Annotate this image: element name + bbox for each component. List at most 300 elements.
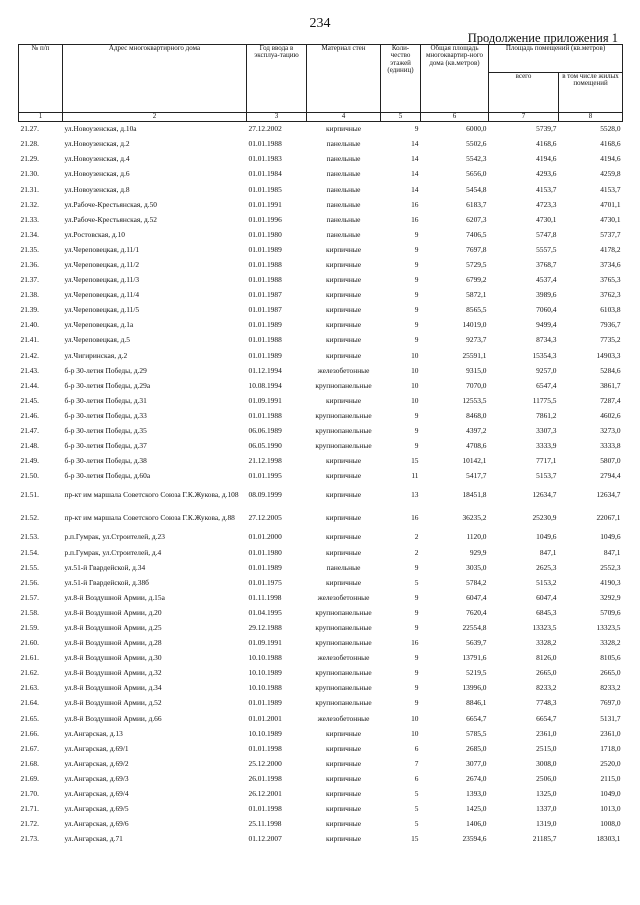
row-address: ул.Ангарская, д.13 (64, 728, 123, 738)
table-row (19, 333, 623, 348)
row-floors: 2 (414, 547, 419, 557)
row-wall-material: крупнопанельные (315, 441, 372, 451)
row-premises-living: 847,1 (603, 547, 621, 557)
row-premises-living: 18303,1 (596, 834, 621, 844)
table-row (19, 197, 623, 212)
row-premises-all: 9499,4 (536, 320, 557, 330)
row-floors: 16 (411, 513, 419, 523)
table-row (19, 832, 623, 847)
row-total-area: 13791,6 (462, 653, 487, 663)
row-premises-living: 12634,7 (596, 490, 621, 500)
column-number: 5 (381, 113, 421, 122)
row-premises-living: 4259,8 (600, 169, 621, 179)
row-total-area: 5639,7 (466, 638, 487, 648)
row-premises-all: 25230,9 (532, 513, 557, 523)
column-number: 3 (247, 113, 307, 122)
row-floors: 5 (414, 804, 419, 814)
row-number: 21.43. (20, 365, 39, 375)
row-floors: 14 (411, 139, 419, 149)
row-address: ул.8-й Воздушной Армии, д.66 (64, 713, 162, 723)
row-premises-all: 4723,3 (536, 199, 557, 209)
row-total-area: 12553,5 (462, 395, 487, 405)
row-wall-material: крупнопанельные (315, 638, 372, 648)
row-address: б-р 30-летия Победы, д.37 (64, 441, 147, 451)
row-number: 21.40. (20, 320, 39, 330)
row-year: 01.01.1987 (248, 290, 282, 300)
row-premises-all: 7060,4 (536, 305, 557, 315)
row-floors: 9 (414, 683, 419, 693)
row-wall-material: кирпичные (325, 513, 362, 523)
row-number: 21.61. (20, 653, 39, 663)
row-premises-living: 5737,7 (600, 229, 621, 239)
table-row (19, 152, 623, 167)
row-year: 01.01.1980 (248, 229, 282, 239)
row-floors: 10 (411, 728, 419, 738)
row-premises-living: 8105,6 (600, 653, 621, 663)
header-total-area: Общая площадь многоквартир-ного дома (кв.метров) (421, 45, 489, 113)
row-year: 26.01.1998 (248, 773, 282, 783)
row-year: 01.01.2001 (248, 713, 282, 723)
row-wall-material: кирпичные (325, 290, 362, 300)
row-year: 01.01.1988 (248, 335, 282, 345)
row-premises-all: 3333,9 (536, 441, 557, 451)
row-address: ул.Рабоче-Крестьянская, д.52 (64, 214, 157, 224)
row-premises-all: 5557,5 (536, 244, 557, 254)
row-premises-living: 3333,8 (600, 441, 621, 451)
row-premises-living: 6103,8 (600, 305, 621, 315)
row-number: 21.65. (20, 713, 39, 723)
row-number: 21.64. (20, 698, 39, 708)
row-number: 21.58. (20, 607, 39, 617)
row-premises-living: 3328,2 (600, 638, 621, 648)
row-address: ул.8-й Воздушной Армии, д.30 (64, 653, 162, 663)
row-floors: 9 (414, 562, 419, 572)
row-number: 21.51. (20, 490, 39, 500)
row-premises-all: 5153,2 (536, 577, 557, 587)
row-premises-all: 3328,2 (536, 638, 557, 648)
row-premises-living: 7735,2 (600, 335, 621, 345)
row-wall-material: железобетонные (317, 713, 370, 723)
row-floors: 9 (414, 653, 419, 663)
row-floors: 6 (414, 773, 419, 783)
table-row (19, 423, 623, 438)
table-body (19, 122, 623, 847)
row-wall-material: панельные (326, 229, 361, 239)
row-year: 25.11.1998 (248, 819, 282, 829)
row-address: ул.Новоузенская, д.2 (64, 139, 130, 149)
table-row (19, 242, 623, 257)
row-total-area: 5454,8 (466, 184, 487, 194)
table-header (19, 45, 623, 122)
row-premises-all: 2625,3 (536, 562, 557, 572)
row-year: 26.12.2001 (248, 789, 282, 798)
row-address: ул.Новоузенская, д.10а (64, 124, 137, 134)
row-total-area: 14019,0 (462, 320, 487, 330)
row-premises-living: 13323,5 (596, 622, 621, 632)
row-total-area: 1425,0 (466, 804, 487, 814)
row-total-area: 8468,0 (466, 410, 487, 420)
row-year: 06.06.1989 (248, 426, 282, 436)
row-year: 10.08.1994 (248, 380, 282, 390)
row-address: пр-кт им маршала Советского Союза Г.К.Жукова, д.108 (64, 490, 239, 500)
row-premises-all: 6845,3 (536, 607, 557, 617)
table-row (19, 303, 623, 318)
row-premises-living: 4153,7 (600, 184, 621, 194)
row-floors: 6 (414, 743, 419, 753)
row-address: ул.Ангарская, д.69/3 (64, 773, 129, 783)
row-year: 10.10.1988 (248, 683, 282, 693)
row-number: 21.32. (20, 199, 39, 209)
table-row (19, 182, 623, 197)
row-wall-material: кирпичные (325, 834, 362, 844)
table-row (19, 469, 623, 484)
row-number: 21.31. (20, 184, 39, 194)
row-address: ул.Новоузенская, д.6 (64, 169, 130, 179)
row-premises-living: 4168,6 (600, 139, 621, 149)
row-total-area: 6000,0 (466, 124, 487, 134)
row-premises-living: 7287,4 (600, 395, 621, 405)
row-premises-living: 2115,0 (600, 773, 621, 783)
table-row (19, 438, 623, 453)
row-premises-living: 5709,6 (600, 607, 621, 617)
row-address: ул.51-й Гвардейской, д.34 (64, 562, 146, 572)
row-wall-material: кирпичные (325, 124, 362, 134)
row-address: ул.8-й Воздушной Армии, д.15а (64, 592, 165, 602)
row-number: 21.69. (20, 773, 39, 783)
row-year: 01.01.1980 (248, 547, 282, 557)
row-address: ул.Рабоче-Крестьянская, д.50 (64, 199, 157, 209)
row-total-area: 3035,0 (466, 562, 487, 572)
row-total-area: 7406,5 (466, 229, 487, 239)
row-floors: 10 (411, 350, 419, 360)
row-total-area: 5502,6 (466, 139, 487, 149)
row-wall-material: панельные (326, 139, 361, 149)
row-premises-living: 3765,3 (600, 275, 621, 285)
row-address: ул.Новоузенская, д.4 (64, 154, 130, 164)
row-year: 01.01.2000 (248, 532, 282, 542)
row-address: б-р 30-летия Победы, д.33 (64, 410, 147, 420)
row-floors: 14 (411, 169, 419, 179)
row-number: 21.37. (20, 275, 39, 285)
table-row (19, 681, 623, 696)
table-row (19, 363, 623, 378)
row-floors: 9 (414, 698, 419, 708)
row-floors: 11 (411, 471, 419, 481)
row-address: б-р 30-летия Победы, д.38 (64, 456, 147, 466)
page-number: 234 (309, 16, 331, 31)
row-year: 01.01.1991 (248, 199, 282, 209)
row-wall-material: кирпичные (325, 471, 362, 481)
row-total-area: 36235,2 (462, 513, 487, 523)
row-premises-living: 3273,0 (600, 426, 621, 436)
row-premises-living: 8233,2 (600, 683, 621, 693)
row-premises-living: 2665,0 (600, 668, 621, 678)
row-wall-material: панельные (326, 169, 361, 179)
row-premises-all: 3008,0 (536, 758, 557, 768)
row-premises-living: 1049,6 (600, 532, 621, 542)
row-year: 01.12.2007 (248, 834, 282, 844)
row-wall-material: кирпичные (325, 305, 362, 315)
row-year: 01.01.1985 (248, 184, 282, 194)
row-number: 21.50. (20, 471, 39, 481)
row-premises-all: 1049,6 (536, 532, 557, 542)
row-total-area: 7620,4 (466, 607, 487, 617)
table-row (19, 167, 623, 182)
row-floors: 5 (414, 819, 419, 829)
row-wall-material: железобетонные (317, 365, 370, 375)
row-address: ул.8-й Воздушной Армии, д.28 (64, 638, 162, 648)
row-premises-living: 14903,3 (596, 350, 621, 360)
row-premises-all: 4730,1 (536, 214, 557, 224)
row-total-area: 2674,0 (466, 773, 487, 783)
row-premises-living: 5528,0 (600, 124, 621, 134)
row-wall-material: крупнопанельные (315, 668, 372, 678)
row-premises-all: 5153,7 (536, 471, 557, 481)
row-number: 21.49. (20, 456, 39, 466)
row-premises-all: 2506,0 (536, 773, 557, 783)
table-row (19, 817, 623, 832)
row-wall-material: панельные (326, 154, 361, 164)
row-total-area: 1406,0 (466, 819, 487, 829)
row-wall-material: кирпичные (325, 244, 362, 254)
row-number: 21.38. (20, 290, 39, 300)
table-row (19, 122, 623, 137)
row-wall-material: кирпичные (325, 577, 362, 587)
row-total-area: 3077,0 (466, 758, 487, 768)
row-premises-living: 4194,6 (600, 154, 621, 164)
header-premises-all: всего (489, 73, 559, 113)
row-year: 01.01.1988 (248, 410, 282, 420)
row-premises-living: 2794,4 (600, 471, 621, 481)
appendix-continuation-note: Продолжение приложения 1 (467, 31, 618, 45)
row-year: 01.01.1998 (248, 743, 282, 753)
row-address: б-р 30-летия Победы, д.29а (64, 380, 151, 390)
table-row (19, 786, 623, 801)
column-number: 2 (63, 113, 247, 122)
row-premises-living: 1718,0 (600, 743, 621, 753)
row-year: 08.09.1999 (248, 490, 282, 500)
row-wall-material: крупнопанельные (315, 410, 372, 420)
row-premises-living: 3762,3 (600, 290, 621, 300)
row-floors: 9 (414, 275, 419, 285)
row-premises-living: 5284,6 (600, 365, 621, 375)
row-address: б-р 30-летия Победы, д.29 (64, 365, 147, 375)
row-premises-living: 3861,7 (600, 380, 621, 390)
row-premises-living: 5131,7 (600, 713, 621, 723)
row-total-area: 6183,7 (466, 199, 487, 209)
row-premises-living: 2552,3 (600, 562, 621, 572)
table-row (19, 257, 623, 272)
row-wall-material: крупнопанельные (315, 622, 372, 632)
column-number: 7 (489, 113, 559, 122)
row-number: 21.45. (20, 395, 39, 405)
row-premises-all: 11775,5 (532, 395, 557, 405)
table-row (19, 288, 623, 303)
row-floors: 9 (414, 441, 419, 451)
row-wall-material: кирпичные (325, 260, 362, 269)
row-year: 01.01.1989 (248, 350, 282, 360)
row-premises-living: 3734,6 (600, 260, 621, 269)
row-year: 01.01.1998 (248, 804, 282, 814)
row-year: 21.12.1998 (248, 456, 282, 466)
row-wall-material: железобетонные (317, 592, 370, 602)
row-premises-all: 2515,0 (536, 743, 557, 753)
row-total-area: 2685,0 (466, 743, 487, 753)
row-year: 01.04.1995 (248, 607, 282, 617)
row-year: 01.01.1995 (248, 471, 282, 481)
row-total-area: 25591,1 (462, 350, 487, 360)
row-floors: 15 (411, 456, 419, 466)
row-premises-all: 6547,4 (536, 380, 557, 390)
row-floors: 14 (411, 184, 419, 194)
row-premises-living: 1049,0 (600, 789, 621, 798)
row-premises-living: 1008,0 (600, 819, 621, 829)
row-year: 01.09.1991 (248, 395, 282, 405)
row-total-area: 7697,8 (466, 244, 487, 254)
table-row (19, 741, 623, 756)
row-premises-all: 847,1 (539, 547, 557, 557)
row-floors: 9 (414, 592, 419, 602)
row-number: 21.72. (20, 819, 39, 829)
row-floors: 9 (414, 305, 419, 315)
row-address: ул.Ангарская, д.71 (64, 834, 123, 844)
row-wall-material: крупнопанельные (315, 683, 372, 693)
row-premises-all: 1337,0 (536, 804, 557, 814)
row-premises-living: 4701,1 (600, 199, 621, 209)
row-floors: 5 (414, 789, 419, 798)
table-row (19, 620, 623, 635)
row-total-area: 5542,3 (466, 154, 487, 164)
row-premises-all: 9257,0 (536, 365, 557, 375)
row-total-area: 5656,0 (466, 169, 487, 179)
row-address: ул.8-й Воздушной Армии, д.20 (64, 607, 162, 617)
row-total-area: 8846,1 (466, 698, 487, 708)
row-floors: 13 (411, 490, 419, 500)
row-number: 21.66. (20, 728, 39, 738)
table-row (19, 272, 623, 287)
row-floors: 9 (414, 229, 419, 239)
row-wall-material: крупнопанельные (315, 380, 372, 390)
header-address: Адрес многоквартирного дома (63, 45, 247, 113)
row-number: 21.28. (20, 139, 39, 149)
row-address: ул.Череповецкая, д.11/3 (64, 275, 140, 285)
table-row (19, 530, 623, 545)
table-row (19, 666, 623, 681)
row-premises-all: 5747,8 (536, 229, 557, 239)
column-number: 1 (19, 113, 63, 122)
row-year: 01.01.1988 (248, 139, 282, 149)
row-premises-all: 13323,5 (532, 622, 557, 632)
row-number: 21.47. (20, 426, 39, 436)
row-address: ул.8-й Воздушной Армии, д.25 (64, 622, 162, 632)
row-premises-living: 2520,0 (600, 758, 621, 768)
row-number: 21.33. (20, 214, 39, 224)
row-number: 21.29. (20, 154, 39, 164)
row-floors: 9 (414, 607, 419, 617)
row-total-area: 6047,4 (466, 592, 487, 602)
row-premises-all: 21185,7 (532, 834, 557, 844)
row-total-area: 6799,2 (466, 275, 487, 285)
row-premises-all: 3989,6 (536, 290, 557, 300)
row-floors: 9 (414, 410, 419, 420)
row-floors: 10 (411, 365, 419, 375)
row-floors: 16 (411, 199, 419, 209)
row-year: 27.12.2005 (248, 513, 282, 523)
row-address: ул.51-й Гвардейской, д.38б (64, 577, 149, 587)
row-number: 21.44. (20, 380, 39, 390)
row-total-area: 22554,8 (462, 622, 487, 632)
row-premises-all: 6654,7 (536, 713, 557, 723)
row-number: 21.73. (20, 834, 39, 844)
row-floors: 9 (414, 426, 419, 436)
row-year: 01.01.1989 (248, 698, 282, 708)
row-address: ул.Чигиринская, д.2 (64, 350, 128, 360)
row-number: 21.68. (20, 758, 39, 768)
row-premises-all: 2361,0 (536, 728, 557, 738)
row-premises-living: 4602,6 (600, 410, 621, 420)
row-address: ул.Череповецкая, д.5 (64, 335, 130, 345)
row-premises-all: 1319,0 (536, 819, 557, 829)
row-total-area: 5872,1 (466, 290, 487, 300)
row-floors: 5 (414, 577, 419, 587)
row-number: 21.46. (20, 410, 39, 420)
row-address: пр-кт им маршала Советского Союза Г.К.Жукова, д.88 (64, 513, 235, 523)
header-year: Год ввода в эксплуа-тацию (247, 45, 307, 113)
row-year: 01.01.1988 (248, 275, 282, 285)
row-floors: 16 (411, 638, 419, 648)
row-wall-material: крупнопанельные (315, 426, 372, 436)
row-number: 21.42. (20, 350, 39, 360)
row-floors: 10 (411, 395, 419, 405)
table-row (19, 408, 623, 423)
row-wall-material: панельные (326, 562, 361, 572)
row-premises-all: 7861,2 (536, 410, 557, 420)
row-premises-all: 8233,2 (536, 683, 557, 693)
row-total-area: 7070,0 (466, 380, 487, 390)
table-row (19, 635, 623, 650)
row-address: б-р 30-летия Победы, д.31 (64, 395, 147, 405)
row-premises-all: 7717,1 (536, 456, 557, 466)
row-number: 21.70. (20, 789, 39, 798)
row-total-area: 10142,1 (462, 456, 487, 466)
row-wall-material: панельные (326, 184, 361, 194)
table-row (19, 393, 623, 408)
header-floors: Коли-чество этажей (единиц) (381, 45, 421, 113)
row-premises-living: 4190,3 (600, 577, 621, 587)
row-address: ул.Череповецкая, д.11/1 (64, 244, 140, 254)
row-floors: 9 (414, 260, 419, 269)
row-address: ул.Ангарская, д.69/5 (64, 804, 129, 814)
row-total-area: 5417,7 (466, 471, 487, 481)
row-floors: 9 (414, 290, 419, 300)
row-premises-all: 2665,0 (536, 668, 557, 678)
row-number: 21.27. (20, 124, 39, 134)
header-premises-living: в том числе жилых помещений (559, 73, 623, 113)
row-premises-all: 1325,0 (536, 789, 557, 798)
row-address: ул.Новоузенская, д.8 (64, 184, 130, 194)
row-wall-material: железобетонные (317, 653, 370, 663)
row-floors: 9 (414, 124, 419, 134)
row-number: 21.39. (20, 305, 39, 315)
column-number: 8 (559, 113, 623, 122)
row-number: 21.54. (20, 547, 39, 557)
row-number: 21.48. (20, 441, 39, 451)
header-premises-area: Площадь помещений (кв.метров) (489, 45, 623, 73)
row-year: 01.01.1989 (248, 320, 282, 330)
row-address: р.п.Гумрак, ул.Строителей, д.4 (64, 547, 162, 557)
row-number: 21.67. (20, 743, 39, 753)
row-total-area: 1120,0 (466, 532, 487, 542)
